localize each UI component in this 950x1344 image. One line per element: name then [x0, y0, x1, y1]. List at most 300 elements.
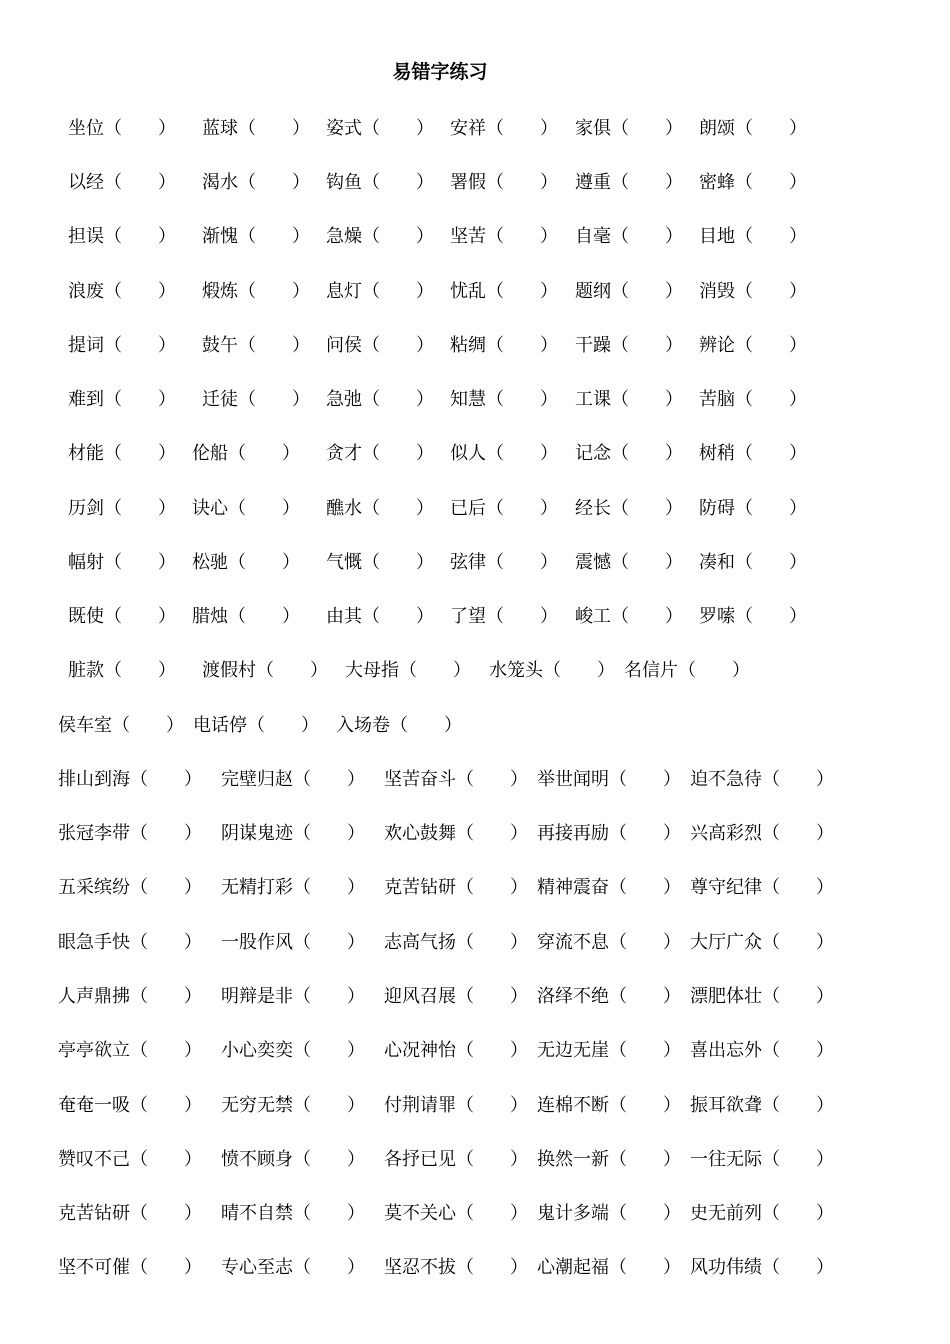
answer-paren-open: （ — [362, 498, 380, 519]
answer-paren-close: ） — [665, 281, 683, 302]
answer-paren-open: （ — [362, 335, 380, 356]
exercise-item — [699, 277, 807, 303]
exercise-item — [575, 277, 683, 303]
answer-paren-close: ） — [663, 1040, 681, 1061]
exercise-item — [489, 656, 615, 682]
answer-paren-close: ） — [789, 118, 807, 139]
answer-paren-open: （ — [130, 1203, 148, 1224]
answer-paren-open: （ — [611, 335, 629, 356]
answer-paren-close: ） — [665, 389, 683, 410]
exercise-item — [537, 1036, 681, 1062]
answer-paren-open: （ — [762, 1040, 780, 1061]
answer-paren-open: （ — [486, 552, 504, 573]
exercise-item — [699, 548, 807, 574]
answer-paren-open: （ — [362, 226, 380, 247]
exercise-item — [575, 114, 683, 140]
answer-paren-close: ） — [663, 769, 681, 790]
exercise-row — [0, 1199, 950, 1229]
exercise-item — [384, 982, 528, 1008]
word-text: 大厅广众 — [690, 932, 762, 953]
word-text: 凑和 — [699, 552, 735, 573]
word-text: 一股作风 — [221, 932, 293, 953]
exercise-row — [0, 1091, 950, 1121]
answer-paren-open: （ — [228, 606, 246, 627]
exercise-item — [192, 602, 300, 628]
exercise-item — [450, 602, 558, 628]
word-text: 兴高彩烈 — [690, 823, 762, 844]
exercise-item — [575, 494, 683, 520]
word-text: 已后 — [450, 498, 486, 519]
word-text: 署假 — [450, 172, 486, 193]
exercise-row — [0, 222, 950, 252]
exercise-item — [690, 1145, 834, 1171]
word-text: 罗嗦 — [699, 606, 735, 627]
answer-paren-open: （ — [735, 281, 753, 302]
exercise-item — [326, 548, 434, 574]
answer-paren-close: ） — [416, 498, 434, 519]
answer-paren-open: （ — [399, 660, 417, 681]
answer-paren-open: （ — [104, 172, 122, 193]
word-text: 完壁归赵 — [221, 769, 293, 790]
answer-paren-open: （ — [130, 769, 148, 790]
answer-paren-open: （ — [130, 1095, 148, 1116]
answer-paren-open: （ — [486, 118, 504, 139]
answer-paren-close: ） — [416, 172, 434, 193]
answer-paren-open: （ — [293, 1203, 311, 1224]
exercise-item — [450, 439, 558, 465]
answer-paren-close: ） — [540, 443, 558, 464]
answer-paren-open: （ — [130, 1040, 148, 1061]
answer-paren-open: （ — [247, 715, 265, 736]
exercise-item — [575, 385, 683, 411]
answer-paren-open: （ — [293, 1257, 311, 1278]
answer-paren-close: ） — [184, 823, 202, 844]
answer-paren-close: ） — [292, 226, 310, 247]
answer-paren-close: ） — [184, 1203, 202, 1224]
answer-paren-close: ） — [789, 552, 807, 573]
word-text: 防碍 — [699, 498, 735, 519]
word-text: 坚苦奋斗 — [384, 769, 456, 790]
answer-paren-close: ） — [184, 1149, 202, 1170]
exercise-item — [202, 385, 310, 411]
answer-paren-open: （ — [130, 823, 148, 844]
exercise-row — [0, 656, 950, 686]
answer-paren-close: ） — [789, 498, 807, 519]
answer-paren-open: （ — [456, 1203, 474, 1224]
answer-paren-open: （ — [762, 769, 780, 790]
answer-paren-open: （ — [104, 660, 122, 681]
exercise-item — [202, 222, 310, 248]
answer-paren-open: （ — [362, 118, 380, 139]
word-text: 历剑 — [68, 498, 104, 519]
answer-paren-open: （ — [611, 498, 629, 519]
answer-paren-open: （ — [456, 1040, 474, 1061]
exercise-row — [0, 439, 950, 469]
answer-paren-close: ） — [158, 335, 176, 356]
answer-paren-close: ） — [540, 118, 558, 139]
answer-paren-close: ） — [665, 335, 683, 356]
answer-paren-close: ） — [789, 389, 807, 410]
answer-paren-open: （ — [130, 986, 148, 1007]
answer-paren-open: （ — [735, 118, 753, 139]
word-text: 欢心鼓舞 — [384, 823, 456, 844]
answer-paren-open: （ — [456, 1149, 474, 1170]
answer-paren-open: （ — [104, 606, 122, 627]
answer-paren-close: ） — [510, 877, 528, 898]
answer-paren-close: ） — [789, 443, 807, 464]
answer-paren-close: ） — [184, 1257, 202, 1278]
word-text: 既使 — [68, 606, 104, 627]
word-text: 洛绎不绝 — [537, 986, 609, 1007]
answer-paren-close: ） — [347, 769, 365, 790]
exercise-item — [450, 494, 558, 520]
answer-paren-open: （ — [130, 1149, 148, 1170]
exercise-item — [68, 656, 176, 682]
word-text: 心况神怡 — [384, 1040, 456, 1061]
exercise-item — [384, 765, 528, 791]
answer-paren-close: ） — [347, 932, 365, 953]
word-text: 松驰 — [192, 552, 228, 573]
word-text: 似人 — [450, 443, 486, 464]
answer-paren-close: ） — [816, 1203, 834, 1224]
word-text: 名信片 — [624, 660, 678, 681]
answer-paren-open: （ — [456, 932, 474, 953]
word-text: 尊守纪律 — [690, 877, 762, 898]
answer-paren-close: ） — [663, 1203, 681, 1224]
word-text: 贪才 — [326, 443, 362, 464]
exercise-item — [326, 385, 434, 411]
answer-paren-open: （ — [735, 172, 753, 193]
answer-paren-close: ） — [816, 877, 834, 898]
answer-paren-close: ） — [816, 823, 834, 844]
word-text: 电话停 — [193, 715, 247, 736]
answer-paren-close: ） — [540, 552, 558, 573]
word-text: 坐位 — [68, 118, 104, 139]
exercise-item — [537, 928, 681, 954]
word-text: 迎风召展 — [384, 986, 456, 1007]
exercise-item — [384, 1091, 528, 1117]
word-text: 志高气扬 — [384, 932, 456, 953]
word-text: 喜出忘外 — [690, 1040, 762, 1061]
word-text: 入场卷 — [336, 715, 390, 736]
exercise-item — [326, 439, 434, 465]
answer-paren-close: ） — [416, 552, 434, 573]
exercise-item — [326, 168, 434, 194]
answer-paren-open: （ — [456, 986, 474, 1007]
word-text: 专心至志 — [221, 1257, 293, 1278]
answer-paren-close: ） — [789, 281, 807, 302]
answer-paren-close: ） — [510, 932, 528, 953]
exercise-item — [202, 656, 328, 682]
answer-paren-open: （ — [486, 335, 504, 356]
exercise-item — [58, 765, 202, 791]
answer-paren-open: （ — [611, 443, 629, 464]
answer-paren-open: （ — [735, 498, 753, 519]
exercise-item — [221, 873, 365, 899]
exercise-item — [537, 765, 681, 791]
word-text: 坚苦 — [450, 226, 486, 247]
exercise-item — [537, 1199, 681, 1225]
exercise-item — [624, 656, 750, 682]
exercise-item — [326, 331, 434, 357]
exercise-item — [68, 602, 176, 628]
exercise-row — [0, 494, 950, 524]
word-text: 急燥 — [326, 226, 362, 247]
exercise-item — [690, 982, 834, 1008]
answer-paren-close: ） — [789, 226, 807, 247]
word-text: 腊烛 — [192, 606, 228, 627]
answer-paren-open: （ — [362, 172, 380, 193]
word-text: 精神震奋 — [537, 877, 609, 898]
word-text: 克苦钻研 — [58, 1203, 130, 1224]
word-text: 鬼计多端 — [537, 1203, 609, 1224]
answer-paren-close: ） — [416, 335, 434, 356]
answer-paren-close: ） — [663, 823, 681, 844]
answer-paren-close: ） — [510, 823, 528, 844]
word-text: 迫不急待 — [690, 769, 762, 790]
exercise-item — [690, 1253, 834, 1279]
answer-paren-close: ） — [347, 1040, 365, 1061]
page-title: 易错字练习 — [392, 61, 488, 83]
answer-paren-open: （ — [762, 986, 780, 1007]
answer-paren-open: （ — [362, 389, 380, 410]
word-text: 震憾 — [575, 552, 611, 573]
exercise-row — [0, 277, 950, 307]
exercise-item — [68, 494, 176, 520]
word-text: 弦律 — [450, 552, 486, 573]
answer-paren-close: ） — [665, 226, 683, 247]
answer-paren-open: （ — [609, 1040, 627, 1061]
answer-paren-open: （ — [362, 443, 380, 464]
answer-paren-open: （ — [486, 172, 504, 193]
word-text: 鼓午 — [202, 335, 238, 356]
answer-paren-open: （ — [735, 606, 753, 627]
exercise-item — [58, 982, 202, 1008]
answer-paren-close: ） — [158, 226, 176, 247]
exercise-item — [193, 711, 319, 737]
word-text: 知慧 — [450, 389, 486, 410]
exercise-item — [58, 1036, 202, 1062]
word-text: 克苦钻研 — [384, 877, 456, 898]
answer-paren-open: （ — [256, 660, 274, 681]
answer-paren-close: ） — [282, 606, 300, 627]
word-text: 姿式 — [326, 118, 362, 139]
exercise-row — [0, 331, 950, 361]
answer-paren-close: ） — [158, 118, 176, 139]
answer-paren-open: （ — [609, 877, 627, 898]
exercise-item — [699, 222, 807, 248]
answer-paren-close: ） — [184, 1040, 202, 1061]
answer-paren-close: ） — [816, 1257, 834, 1278]
word-text: 渴水 — [202, 172, 238, 193]
answer-paren-close: ） — [665, 118, 683, 139]
exercise-item — [58, 1253, 202, 1279]
answer-paren-close: ） — [597, 660, 615, 681]
answer-paren-close: ） — [665, 498, 683, 519]
answer-paren-close: ） — [540, 335, 558, 356]
exercise-item — [68, 168, 176, 194]
answer-paren-open: （ — [238, 118, 256, 139]
exercise-item — [450, 222, 558, 248]
exercise-row — [0, 602, 950, 632]
answer-paren-open: （ — [228, 552, 246, 573]
answer-paren-open: （ — [293, 1149, 311, 1170]
exercise-item — [537, 819, 681, 845]
word-text: 了望 — [450, 606, 486, 627]
answer-paren-close: ） — [540, 389, 558, 410]
answer-paren-close: ） — [282, 498, 300, 519]
word-text: 换然一新 — [537, 1149, 609, 1170]
exercise-item — [58, 711, 184, 737]
answer-paren-open: （ — [104, 443, 122, 464]
answer-paren-open: （ — [293, 932, 311, 953]
answer-paren-open: （ — [130, 1257, 148, 1278]
word-text: 气慨 — [326, 552, 362, 573]
exercise-item — [575, 439, 683, 465]
answer-paren-open: （ — [611, 281, 629, 302]
answer-paren-open: （ — [130, 877, 148, 898]
answer-paren-open: （ — [238, 172, 256, 193]
answer-paren-close: ） — [540, 172, 558, 193]
word-text: 张冠李带 — [58, 823, 130, 844]
exercise-item — [699, 602, 807, 628]
answer-paren-open: （ — [238, 281, 256, 302]
word-text: 各抒已见 — [384, 1149, 456, 1170]
exercise-item — [221, 765, 365, 791]
answer-paren-close: ） — [158, 389, 176, 410]
exercise-item — [326, 114, 434, 140]
answer-paren-open: （ — [362, 552, 380, 573]
word-text: 钩鱼 — [326, 172, 362, 193]
word-text: 晴不自禁 — [221, 1203, 293, 1224]
answer-paren-close: ） — [789, 172, 807, 193]
exercise-item — [202, 168, 310, 194]
exercise-item — [326, 602, 434, 628]
exercise-item — [537, 1145, 681, 1171]
answer-paren-close: ） — [663, 932, 681, 953]
answer-paren-open: （ — [486, 389, 504, 410]
answer-paren-open: （ — [609, 986, 627, 1007]
word-text: 愤不顾身 — [221, 1149, 293, 1170]
answer-paren-open: （ — [762, 877, 780, 898]
word-text: 人声鼎拂 — [58, 986, 130, 1007]
answer-paren-open: （ — [238, 335, 256, 356]
word-text: 坚忍不拔 — [384, 1257, 456, 1278]
word-text: 峻工 — [575, 606, 611, 627]
answer-paren-close: ） — [158, 443, 176, 464]
word-text: 提词 — [68, 335, 104, 356]
exercise-row — [0, 982, 950, 1012]
answer-paren-open: （ — [104, 335, 122, 356]
answer-paren-open: （ — [456, 1257, 474, 1278]
word-text: 心潮起福 — [537, 1257, 609, 1278]
word-text: 风功伟绩 — [690, 1257, 762, 1278]
answer-paren-open: （ — [112, 715, 130, 736]
answer-paren-open: （ — [609, 932, 627, 953]
answer-paren-close: ） — [347, 986, 365, 1007]
answer-paren-close: ） — [184, 769, 202, 790]
word-text: 家俱 — [575, 118, 611, 139]
answer-paren-close: ） — [347, 1203, 365, 1224]
exercise-row — [0, 765, 950, 795]
exercise-item — [699, 331, 807, 357]
answer-paren-open: （ — [456, 877, 474, 898]
answer-paren-close: ） — [510, 769, 528, 790]
answer-paren-open: （ — [762, 1095, 780, 1116]
answer-paren-close: ） — [347, 823, 365, 844]
exercise-item — [221, 982, 365, 1008]
answer-paren-close: ） — [416, 281, 434, 302]
exercise-item — [575, 168, 683, 194]
word-text: 题纲 — [575, 281, 611, 302]
answer-paren-close: ） — [665, 552, 683, 573]
answer-paren-close: ） — [416, 118, 434, 139]
answer-paren-open: （ — [238, 226, 256, 247]
answer-paren-close: ） — [158, 281, 176, 302]
exercise-row — [0, 168, 950, 198]
word-text: 煅炼 — [202, 281, 238, 302]
word-text: 无精打彩 — [221, 877, 293, 898]
answer-paren-open: （ — [104, 498, 122, 519]
word-text: 以经 — [68, 172, 104, 193]
answer-paren-close: ） — [789, 606, 807, 627]
exercise-item — [192, 548, 300, 574]
answer-paren-close: ） — [184, 1095, 202, 1116]
word-text: 眼急手快 — [58, 932, 130, 953]
word-text: 材能 — [68, 443, 104, 464]
exercise-item — [326, 494, 434, 520]
answer-paren-close: ） — [158, 552, 176, 573]
answer-paren-open: （ — [130, 932, 148, 953]
word-text: 奄奄一吸 — [58, 1095, 130, 1116]
answer-paren-close: ） — [816, 1040, 834, 1061]
word-text: 明辩是非 — [221, 986, 293, 1007]
answer-paren-open: （ — [762, 1149, 780, 1170]
answer-paren-close: ） — [540, 606, 558, 627]
answer-paren-open: （ — [486, 498, 504, 519]
exercise-item — [690, 1199, 834, 1225]
word-text: 付荆请罪 — [384, 1095, 456, 1116]
answer-paren-open: （ — [611, 552, 629, 573]
answer-paren-close: ） — [540, 281, 558, 302]
word-text: 醮水 — [326, 498, 362, 519]
word-text: 忧乱 — [450, 281, 486, 302]
exercise-item — [326, 222, 434, 248]
exercise-item — [202, 114, 310, 140]
word-text: 消毁 — [699, 281, 735, 302]
answer-paren-close: ） — [347, 1149, 365, 1170]
answer-paren-close: ） — [158, 172, 176, 193]
answer-paren-open: （ — [543, 660, 561, 681]
exercise-item — [68, 385, 176, 411]
answer-paren-open: （ — [609, 1149, 627, 1170]
answer-paren-close: ） — [347, 1095, 365, 1116]
exercise-row — [0, 873, 950, 903]
answer-paren-open: （ — [762, 823, 780, 844]
exercise-item — [58, 819, 202, 845]
answer-paren-close: ） — [282, 443, 300, 464]
exercise-row — [0, 928, 950, 958]
answer-paren-open: （ — [609, 1203, 627, 1224]
exercise-item — [68, 331, 176, 357]
exercise-item — [690, 765, 834, 791]
answer-paren-close: ） — [816, 769, 834, 790]
answer-paren-close: ） — [347, 877, 365, 898]
answer-paren-close: ） — [510, 1203, 528, 1224]
answer-paren-close: ） — [540, 498, 558, 519]
exercise-item — [384, 873, 528, 899]
word-text: 急弛 — [326, 389, 362, 410]
